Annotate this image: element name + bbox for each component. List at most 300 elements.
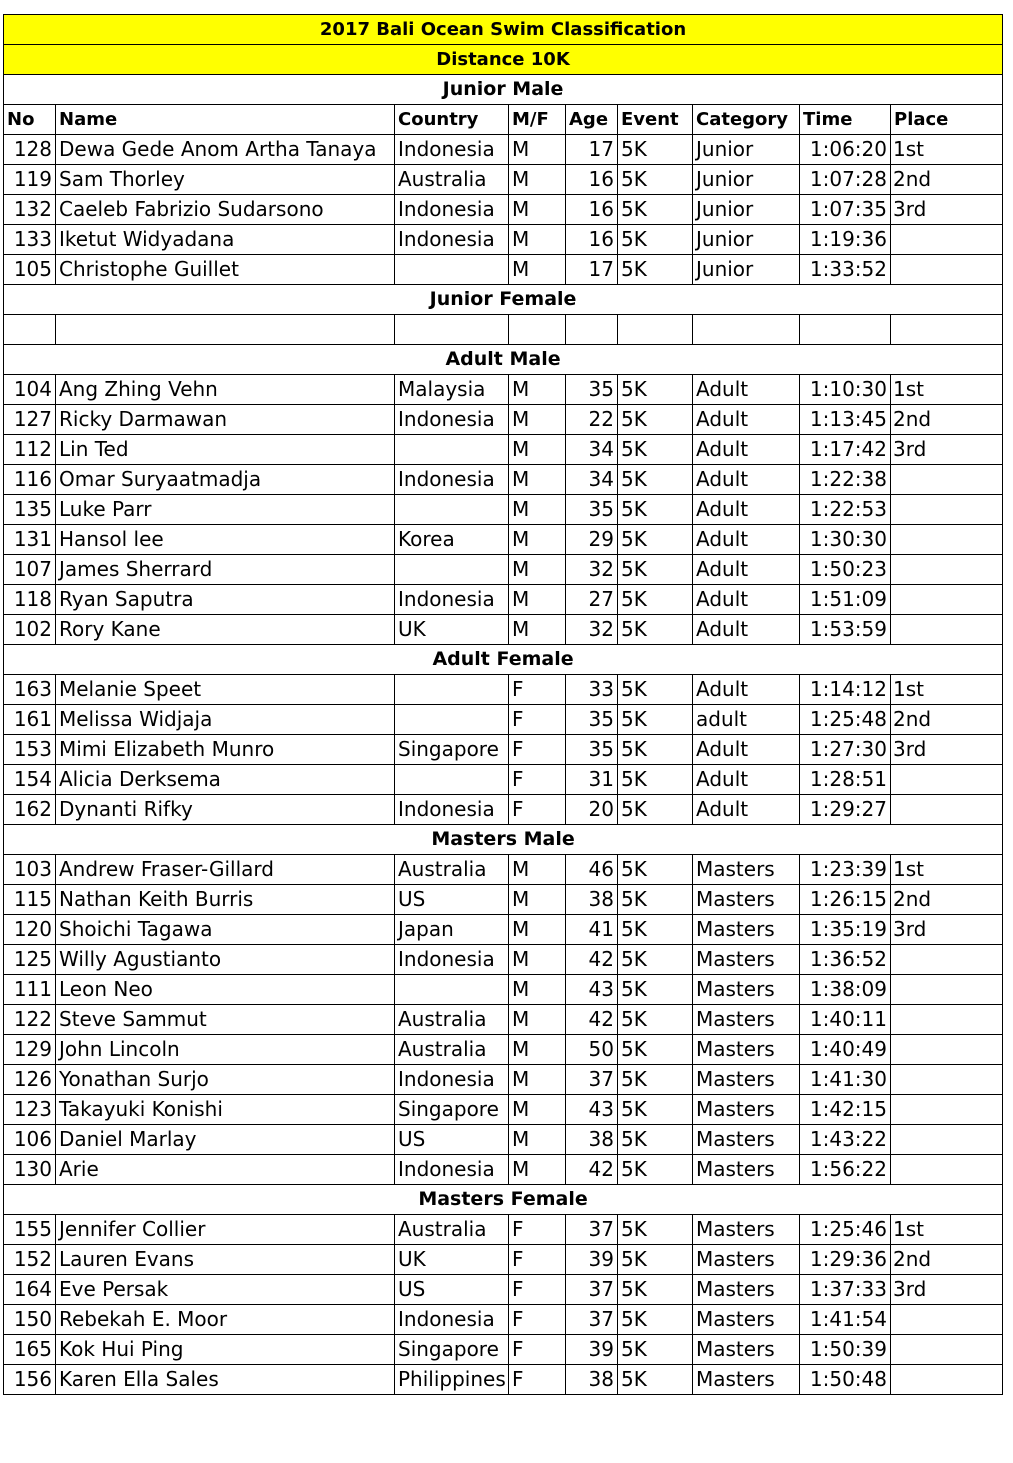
cell-country: Australia xyxy=(395,1214,509,1244)
table-row xyxy=(4,1094,1003,1124)
cell-age: 16 xyxy=(566,225,618,255)
cell-age: 17 xyxy=(566,135,618,165)
cell-event: 5K xyxy=(618,135,693,165)
cell-gender: M xyxy=(509,884,566,914)
cell-gender: M xyxy=(509,374,566,404)
cell-name: Rory Kane xyxy=(56,614,395,644)
cell-time: 1:14:12 xyxy=(800,674,891,704)
cell-age: 50 xyxy=(566,1034,618,1064)
cell-name: Luke Parr xyxy=(56,494,395,524)
cell-no: 128 xyxy=(4,135,56,165)
cell-place: 2nd xyxy=(891,165,1003,195)
cell-place xyxy=(891,1124,1003,1154)
cell-gender: M xyxy=(509,434,566,464)
cell-country: Indonesia xyxy=(395,135,509,165)
cell-category: Junior xyxy=(693,165,800,195)
cell-age: 34 xyxy=(566,464,618,494)
section-title-row xyxy=(4,644,1003,674)
cell-place xyxy=(891,554,1003,584)
cell-country: Indonesia xyxy=(395,794,509,824)
cell-event: 5K xyxy=(618,1124,693,1154)
cell-category: Masters xyxy=(693,1004,800,1034)
cell-place xyxy=(891,524,1003,554)
cell-event: 5K xyxy=(618,1304,693,1334)
cell-event: 5K xyxy=(618,524,693,554)
cell-gender: M xyxy=(509,914,566,944)
cell-no: 132 xyxy=(4,195,56,225)
cell-place xyxy=(891,974,1003,1004)
cell-age: 32 xyxy=(566,554,618,584)
cell-country: Australia xyxy=(395,1004,509,1034)
cell-country: Singapore xyxy=(395,1094,509,1124)
cell-time: 1:40:11 xyxy=(800,1004,891,1034)
table-row xyxy=(4,794,1003,824)
cell-no: 104 xyxy=(4,374,56,404)
cell-gender: F xyxy=(509,674,566,704)
cell-no: 164 xyxy=(4,1274,56,1304)
cell-name: Ryan Saputra xyxy=(56,584,395,614)
cell-gender: F xyxy=(509,1334,566,1364)
cell-event: 5K xyxy=(618,1214,693,1244)
cell-gender: F xyxy=(509,1304,566,1334)
cell-age: 27 xyxy=(566,584,618,614)
cell-event: 5K xyxy=(618,1274,693,1304)
cell-place: 3rd xyxy=(891,734,1003,764)
cell-country xyxy=(395,434,509,464)
table-row xyxy=(4,764,1003,794)
cell-country xyxy=(395,974,509,1004)
cell-time: 1:29:36 xyxy=(800,1244,891,1274)
cell-country: Malaysia xyxy=(395,374,509,404)
cell-name: Melanie Speet xyxy=(56,674,395,704)
cell-gender: F xyxy=(509,1274,566,1304)
cell-no: 131 xyxy=(4,524,56,554)
cell-category: Adult xyxy=(693,494,800,524)
cell-age: 17 xyxy=(566,255,618,285)
column-header-age: Age xyxy=(566,105,618,135)
cell-event: 5K xyxy=(618,674,693,704)
cell-place xyxy=(891,1364,1003,1394)
cell-time: 1:56:22 xyxy=(800,1154,891,1184)
cell-gender: M xyxy=(509,1064,566,1094)
cell-age: 33 xyxy=(566,674,618,704)
cell-no: 161 xyxy=(4,704,56,734)
cell-event: 5K xyxy=(618,255,693,285)
cell-category xyxy=(693,315,800,345)
cell-time: 1:50:23 xyxy=(800,554,891,584)
cell-event: 5K xyxy=(618,734,693,764)
cell-gender: F xyxy=(509,1214,566,1244)
cell-country: Indonesia xyxy=(395,944,509,974)
cell-gender: F xyxy=(509,704,566,734)
section-title: Masters Female xyxy=(4,1184,1003,1214)
cell-category: Masters xyxy=(693,1364,800,1394)
cell-country: Indonesia xyxy=(395,1064,509,1094)
cell-name: Lin Ted xyxy=(56,434,395,464)
cell-place: 2nd xyxy=(891,704,1003,734)
table-row xyxy=(4,1034,1003,1064)
cell-no: 155 xyxy=(4,1214,56,1244)
cell-name: Ang Zhing Vehn xyxy=(56,374,395,404)
cell-no: 112 xyxy=(4,434,56,464)
cell-gender: F xyxy=(509,1244,566,1274)
cell-no: 116 xyxy=(4,464,56,494)
section-title: Adult Female xyxy=(4,644,1003,674)
table-row xyxy=(4,704,1003,734)
cell-age xyxy=(566,315,618,345)
column-header-event: Event xyxy=(618,105,693,135)
cell-category: Junior xyxy=(693,255,800,285)
cell-time: 1:07:35 xyxy=(800,195,891,225)
cell-event: 5K xyxy=(618,225,693,255)
cell-category: Masters xyxy=(693,1274,800,1304)
section-title-row xyxy=(4,344,1003,374)
cell-age: 39 xyxy=(566,1244,618,1274)
section-title: Junior Female xyxy=(4,285,1003,315)
cell-gender: M xyxy=(509,165,566,195)
cell-place xyxy=(891,255,1003,285)
cell-time: 1:41:30 xyxy=(800,1064,891,1094)
cell-place xyxy=(891,315,1003,345)
table-row xyxy=(4,225,1003,255)
table-row xyxy=(4,434,1003,464)
cell-gender: M xyxy=(509,1004,566,1034)
cell-country: Indonesia xyxy=(395,464,509,494)
cell-country: Australia xyxy=(395,165,509,195)
cell-country: US xyxy=(395,884,509,914)
cell-age: 29 xyxy=(566,524,618,554)
column-header-no: No xyxy=(4,105,56,135)
cell-no: 102 xyxy=(4,614,56,644)
section-title-row xyxy=(4,75,1003,105)
cell-name: Leon Neo xyxy=(56,974,395,1004)
cell-place: 1st xyxy=(891,374,1003,404)
cell-age: 38 xyxy=(566,1364,618,1394)
header-row xyxy=(4,105,1003,135)
table-row xyxy=(4,195,1003,225)
cell-place: 3rd xyxy=(891,914,1003,944)
cell-country: Indonesia xyxy=(395,1304,509,1334)
cell-age: 42 xyxy=(566,1154,618,1184)
table-title-row xyxy=(4,15,1003,45)
table-row xyxy=(4,854,1003,884)
cell-place xyxy=(891,764,1003,794)
cell-gender: M xyxy=(509,614,566,644)
cell-event: 5K xyxy=(618,494,693,524)
results-table xyxy=(3,14,1003,1395)
cell-no: 120 xyxy=(4,914,56,944)
table-row xyxy=(4,914,1003,944)
cell-category: Masters xyxy=(693,1304,800,1334)
cell-name: Sam Thorley xyxy=(56,165,395,195)
cell-place: 3rd xyxy=(891,434,1003,464)
cell-age: 16 xyxy=(566,195,618,225)
cell-time: 1:27:30 xyxy=(800,734,891,764)
cell-no: 115 xyxy=(4,884,56,914)
cell-age: 35 xyxy=(566,494,618,524)
cell-country: Indonesia xyxy=(395,584,509,614)
table-row xyxy=(4,944,1003,974)
cell-event: 5K xyxy=(618,764,693,794)
cell-category: Junior xyxy=(693,195,800,225)
cell-gender: M xyxy=(509,494,566,524)
cell-place: 1st xyxy=(891,1214,1003,1244)
cell-no: 111 xyxy=(4,974,56,1004)
cell-age: 22 xyxy=(566,404,618,434)
cell-category: Adult xyxy=(693,554,800,584)
cell-age: 38 xyxy=(566,1124,618,1154)
cell-place: 2nd xyxy=(891,404,1003,434)
cell-country: Singapore xyxy=(395,1334,509,1364)
cell-age: 37 xyxy=(566,1304,618,1334)
cell-country xyxy=(395,315,509,345)
cell-gender: M xyxy=(509,1154,566,1184)
cell-gender: M xyxy=(509,1124,566,1154)
cell-gender: F xyxy=(509,734,566,764)
cell-event: 5K xyxy=(618,914,693,944)
cell-name: Yonathan Surjo xyxy=(56,1064,395,1094)
cell-no: 125 xyxy=(4,944,56,974)
cell-event: 5K xyxy=(618,464,693,494)
cell-event: 5K xyxy=(618,974,693,1004)
cell-category: Masters xyxy=(693,854,800,884)
cell-time: 1:41:54 xyxy=(800,1304,891,1334)
cell-place xyxy=(891,614,1003,644)
cell-event: 5K xyxy=(618,1364,693,1394)
cell-place xyxy=(891,1094,1003,1124)
table-row xyxy=(4,165,1003,195)
cell-gender: M xyxy=(509,554,566,584)
cell-event: 5K xyxy=(618,195,693,225)
cell-time: 1:22:53 xyxy=(800,494,891,524)
table-row xyxy=(4,884,1003,914)
cell-name: Jennifer Collier xyxy=(56,1214,395,1244)
cell-time: 1:33:52 xyxy=(800,255,891,285)
cell-place xyxy=(891,225,1003,255)
cell-name: Arie xyxy=(56,1154,395,1184)
cell-name: Iketut Widyadana xyxy=(56,225,395,255)
cell-place xyxy=(891,1334,1003,1364)
cell-time: 1:22:38 xyxy=(800,464,891,494)
table-row xyxy=(4,974,1003,1004)
cell-country: Indonesia xyxy=(395,195,509,225)
cell-event: 5K xyxy=(618,374,693,404)
table-row xyxy=(4,674,1003,704)
cell-age: 41 xyxy=(566,914,618,944)
section-title: Junior Male xyxy=(4,75,1003,105)
section-title-row xyxy=(4,285,1003,315)
cell-category: Adult xyxy=(693,464,800,494)
cell-name: Karen Ella Sales xyxy=(56,1364,395,1394)
cell-no: 123 xyxy=(4,1094,56,1124)
cell-gender: M xyxy=(509,584,566,614)
table-row xyxy=(4,1214,1003,1244)
cell-place xyxy=(891,494,1003,524)
cell-country: Indonesia xyxy=(395,1154,509,1184)
cell-country: Indonesia xyxy=(395,225,509,255)
cell-no: 150 xyxy=(4,1304,56,1334)
column-header-name: Name xyxy=(56,105,395,135)
cell-gender: M xyxy=(509,974,566,1004)
table-title: 2017 Bali Ocean Swim Classification xyxy=(4,15,1003,45)
cell-gender: M xyxy=(509,225,566,255)
cell-time: 1:53:59 xyxy=(800,614,891,644)
cell-gender: M xyxy=(509,135,566,165)
table-row xyxy=(4,614,1003,644)
table-row xyxy=(4,1004,1003,1034)
section-title: Masters Male xyxy=(4,824,1003,854)
column-header-category: Category xyxy=(693,105,800,135)
cell-age: 34 xyxy=(566,434,618,464)
cell-category: Adult xyxy=(693,734,800,764)
table-row xyxy=(4,1064,1003,1094)
column-header-place: Place xyxy=(891,105,1003,135)
cell-no: 163 xyxy=(4,674,56,704)
cell-gender: M xyxy=(509,404,566,434)
cell-place: 3rd xyxy=(891,1274,1003,1304)
cell-country xyxy=(395,554,509,584)
cell-event: 5K xyxy=(618,1004,693,1034)
cell-place: 3rd xyxy=(891,195,1003,225)
cell-category: Masters xyxy=(693,1244,800,1274)
cell-name: James Sherrard xyxy=(56,554,395,584)
table-row xyxy=(4,494,1003,524)
cell-category: Adult xyxy=(693,614,800,644)
cell-age: 37 xyxy=(566,1214,618,1244)
cell-place: 2nd xyxy=(891,1244,1003,1274)
cell-name: Dynanti Rifky xyxy=(56,794,395,824)
cell-event: 5K xyxy=(618,404,693,434)
table-row xyxy=(4,1274,1003,1304)
cell-name: Kok Hui Ping xyxy=(56,1334,395,1364)
cell-age: 20 xyxy=(566,794,618,824)
cell-category: Masters xyxy=(693,944,800,974)
table-row xyxy=(4,554,1003,584)
cell-gender: M xyxy=(509,464,566,494)
cell-country: Australia xyxy=(395,1034,509,1064)
cell-country: Australia xyxy=(395,854,509,884)
cell-age: 43 xyxy=(566,974,618,1004)
cell-time: 1:13:45 xyxy=(800,404,891,434)
cell-country: Philippines xyxy=(395,1364,509,1394)
cell-time: 1:50:39 xyxy=(800,1334,891,1364)
cell-country: US xyxy=(395,1274,509,1304)
cell-event: 5K xyxy=(618,554,693,584)
table-subtitle-row xyxy=(4,45,1003,75)
table-row xyxy=(4,734,1003,764)
cell-time xyxy=(800,315,891,345)
cell-category: Masters xyxy=(693,1124,800,1154)
cell-place: 2nd xyxy=(891,884,1003,914)
table-row xyxy=(4,404,1003,434)
cell-age: 46 xyxy=(566,854,618,884)
cell-time: 1:51:09 xyxy=(800,584,891,614)
column-header-country: Country xyxy=(395,105,509,135)
cell-no: 106 xyxy=(4,1124,56,1154)
cell-time: 1:50:48 xyxy=(800,1364,891,1394)
cell-time: 1:25:46 xyxy=(800,1214,891,1244)
cell-category: Masters xyxy=(693,1154,800,1184)
cell-country: US xyxy=(395,1124,509,1154)
cell-time: 1:06:20 xyxy=(800,135,891,165)
cell-no: 154 xyxy=(4,764,56,794)
cell-name xyxy=(56,315,395,345)
cell-gender xyxy=(509,315,566,345)
cell-place: 1st xyxy=(891,135,1003,165)
cell-time: 1:26:15 xyxy=(800,884,891,914)
cell-gender: M xyxy=(509,944,566,974)
cell-age: 16 xyxy=(566,165,618,195)
cell-name: Daniel Marlay xyxy=(56,1124,395,1154)
cell-place: 1st xyxy=(891,854,1003,884)
cell-time: 1:28:51 xyxy=(800,764,891,794)
cell-age: 39 xyxy=(566,1334,618,1364)
cell-name: Shoichi Tagawa xyxy=(56,914,395,944)
table-row xyxy=(4,374,1003,404)
table-row xyxy=(4,315,1003,345)
cell-category: Adult xyxy=(693,764,800,794)
cell-category: Adult xyxy=(693,794,800,824)
cell-category: Masters xyxy=(693,914,800,944)
cell-place xyxy=(891,464,1003,494)
cell-gender: F xyxy=(509,764,566,794)
cell-name: Christophe Guillet xyxy=(56,255,395,285)
cell-category: Masters xyxy=(693,1064,800,1094)
cell-age: 38 xyxy=(566,884,618,914)
cell-event: 5K xyxy=(618,1334,693,1364)
cell-name: Hansol lee xyxy=(56,524,395,554)
cell-time: 1:10:30 xyxy=(800,374,891,404)
cell-country: Japan xyxy=(395,914,509,944)
cell-name: Caeleb Fabrizio Sudarsono xyxy=(56,195,395,225)
cell-gender: M xyxy=(509,1094,566,1124)
cell-no: 133 xyxy=(4,225,56,255)
cell-name: Melissa Widjaja xyxy=(56,704,395,734)
cell-event: 5K xyxy=(618,794,693,824)
cell-no: 152 xyxy=(4,1244,56,1274)
cell-event: 5K xyxy=(618,1034,693,1064)
cell-age: 37 xyxy=(566,1064,618,1094)
cell-name: Steve Sammut xyxy=(56,1004,395,1034)
cell-no: 153 xyxy=(4,734,56,764)
cell-no: 103 xyxy=(4,854,56,884)
cell-place: 1st xyxy=(891,674,1003,704)
cell-time: 1:36:52 xyxy=(800,944,891,974)
table-row xyxy=(4,1334,1003,1364)
cell-name: Mimi Elizabeth Munro xyxy=(56,734,395,764)
cell-no: 126 xyxy=(4,1064,56,1094)
cell-category: Masters xyxy=(693,884,800,914)
cell-country xyxy=(395,255,509,285)
cell-place xyxy=(891,1154,1003,1184)
cell-category: Junior xyxy=(693,135,800,165)
cell-event: 5K xyxy=(618,704,693,734)
cell-category: Masters xyxy=(693,974,800,1004)
cell-place xyxy=(891,1004,1003,1034)
section-title: Adult Male xyxy=(4,344,1003,374)
table-row xyxy=(4,1244,1003,1274)
cell-place xyxy=(891,584,1003,614)
cell-name: Takayuki Konishi xyxy=(56,1094,395,1124)
cell-event: 5K xyxy=(618,434,693,464)
cell-name: Lauren Evans xyxy=(56,1244,395,1274)
table-row xyxy=(4,1364,1003,1394)
cell-category: Adult xyxy=(693,584,800,614)
cell-event: 5K xyxy=(618,1244,693,1274)
table-row xyxy=(4,524,1003,554)
cell-country: Singapore xyxy=(395,734,509,764)
cell-category: Masters xyxy=(693,1214,800,1244)
